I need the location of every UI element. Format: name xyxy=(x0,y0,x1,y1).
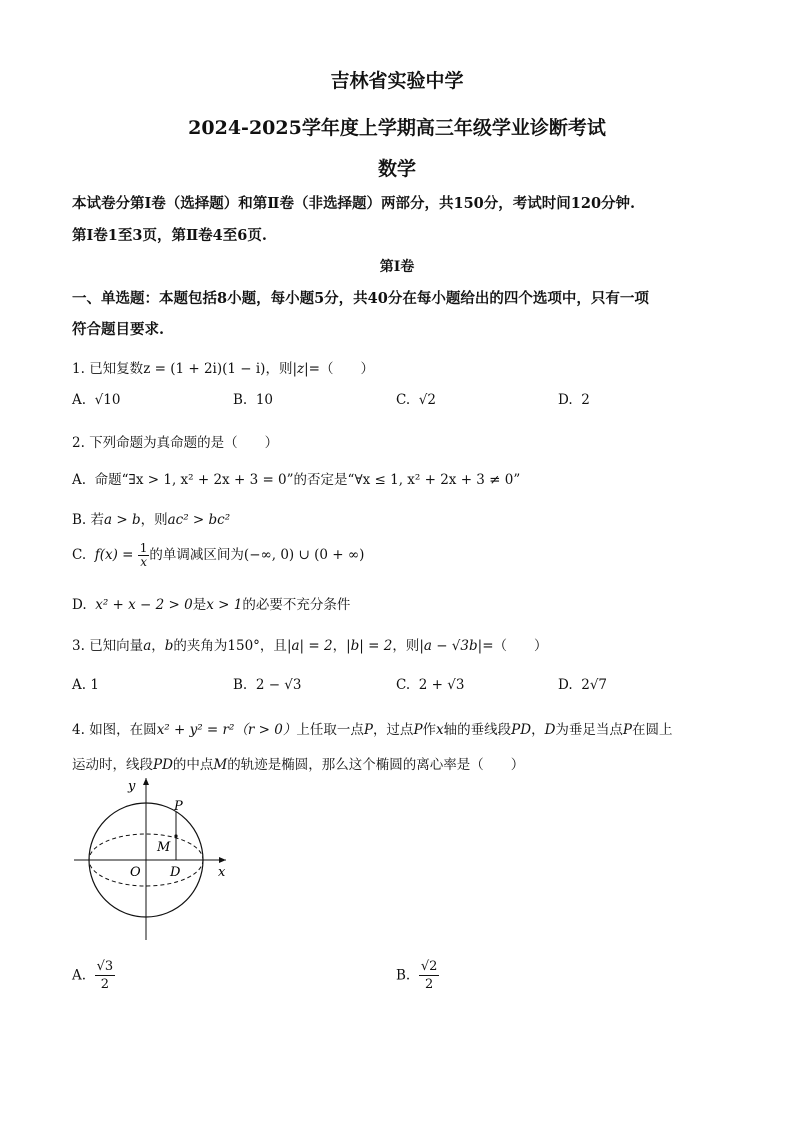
d-label: D xyxy=(170,865,181,880)
intro-line-2: 第Ⅰ卷1至3页，第Ⅱ卷4至6页. xyxy=(72,227,267,244)
q3-number: 3. xyxy=(72,638,85,654)
question-4-line-2: 运动时，线段PD的中点M的轨迹是椭圆，那么这个椭圆的离心率是（ ） xyxy=(72,757,525,773)
q2-option-c: C. f(x) = $\frac{1}{x}$ 的单调减区间为(−∞, 0) ∪ (0 + ∞) xyxy=(72,541,365,569)
circle-ellipse-figure xyxy=(66,772,236,944)
x-axis-label: x xyxy=(218,865,226,880)
q4-option-b: B. $\frac{√2}{2}$ xyxy=(396,959,438,992)
subject-title: 数学 xyxy=(377,158,416,180)
q2-option-d: D. x² + x − 2 > 0是x > 1的必要不充分条件 xyxy=(72,597,351,613)
part1-line-2: 符合题目要求. xyxy=(72,321,165,338)
q1-math: z = (1 + 2i)(1 − i) xyxy=(143,361,266,377)
origin-label: O xyxy=(130,865,141,880)
q4-number: 4. xyxy=(72,722,85,738)
question-1 xyxy=(72,357,374,377)
q1-text-c: =（ ） xyxy=(308,361,374,377)
q3-option-c: C. 2 + √3 xyxy=(396,677,465,693)
q1-option-a: A. √10 xyxy=(72,392,121,408)
x-axis-arrow xyxy=(219,857,226,863)
q3-option-b: B. 2 − √3 xyxy=(233,677,302,693)
exam-title: 2024-2025学年度上学期高三年级学业诊断考试 xyxy=(188,117,606,139)
q4-option-a: A. $\frac{√3}{2}$ xyxy=(72,959,114,992)
q1-option-c: C. √2 xyxy=(396,392,436,408)
p-label: P xyxy=(174,799,183,814)
q3-option-a: A. 1 xyxy=(72,677,99,693)
question-4-line-1: 4. 如图，在圆x² + y² = r²（r > 0）上任取一点P，过点P作x轴的垂线段PD，D为垂足当点P在圆上 xyxy=(72,722,673,738)
q3-option-d: D. 2√7 xyxy=(558,677,608,693)
school-title: 吉林省实验中学 xyxy=(330,70,464,92)
q1-text-b: ，则 xyxy=(265,361,293,377)
m-point xyxy=(174,834,177,837)
question-2 xyxy=(72,431,278,451)
question-3: 3. 已知向量a，b的夹角为150°，且|a| = 2，|b| = 2，则|a − √3b|=（ ） xyxy=(72,638,548,654)
intro-line-1: 本试卷分第Ⅰ卷（选择题）和第Ⅱ卷（非选择题）两部分，共150分，考试时间120分钟. xyxy=(72,195,636,212)
part1-line-1: 一、单选题：本题包括8小题，每小题5分，共40分在每小题给出的四个选项中，只有一项 xyxy=(72,290,649,307)
q2-number: 2. xyxy=(72,435,85,451)
q2-c-fraction: $\frac{1}{x}$ xyxy=(139,541,148,569)
q1-text-a: 已知复数 xyxy=(89,361,144,377)
q1-option-d: D. 2 xyxy=(558,392,590,408)
q2-option-a: A. 命题“∃x > 1, x² + 2x + 3 = 0”的否定是“∀x ≤ 1, x² + 2x + 3 ≠ 0” xyxy=(72,472,521,488)
q1-number: 1. xyxy=(72,361,85,377)
section-title: 第Ⅰ卷 xyxy=(379,259,415,275)
q2-text: 下列命题为真命题的是（ ） xyxy=(89,435,279,451)
q2-option-b: B. 若a > b，则ac² > bc² xyxy=(72,512,231,528)
y-axis-label: y xyxy=(128,779,136,794)
q1-option-b: B. 10 xyxy=(233,392,273,408)
y-axis-arrow xyxy=(143,778,149,785)
q1-abs: |z| xyxy=(292,361,309,377)
m-label: M xyxy=(157,840,171,855)
